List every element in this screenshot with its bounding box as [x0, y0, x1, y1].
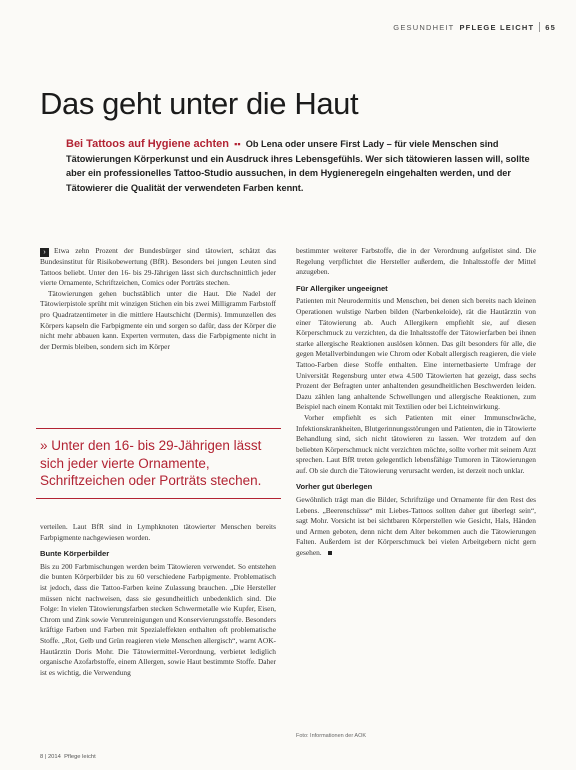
article-lead	[66, 137, 536, 195]
end-mark-icon	[328, 551, 332, 555]
subheading: Vorher gut überlegen	[296, 482, 373, 492]
left-column-bottom	[40, 522, 276, 678]
magazine-label: PFLEGE LEICHT	[459, 22, 535, 32]
body-paragraph: › Etwa zehn Prozent der Bundesbürger sind tätowiert, schätzt das Bundesinstitut für Risikobewertung (BfR). Besonders bei jungen Leuten sind Tattoos beliebt. Unter den 16- bis 29-Jährigen lässt sich durchschnittlich jeder vierte Ornamente, Schriftzeichen, Comics oder Porträts stechen.	[40, 246, 276, 288]
subheading: Für Allergiker ungeeignet	[296, 283, 388, 293]
body-paragraph: Gewöhnlich trägt man die Bilder, Schriftzüge und Ornamente für den Rest des Lebens. „Beerenschüsse“ mit Liebes-Tattoos sollten daher gut überlegt sein“, sagt Mohr. Vorsicht ist bei sichtbaren Körperstellen wie Gesicht, Hals, Händen und Armen geboten, denn nicht dem Alter bekommen auch die Tätowierungen Falten. Außerdem ist der Körperschmuck bei vielen Arbeitgebern nicht gern gesehen.	[296, 495, 536, 558]
brand-label: Pflege leicht	[64, 754, 96, 760]
page-number: 65	[545, 22, 556, 32]
lead-marker-icon: ▪▪	[231, 139, 244, 149]
page-header	[393, 22, 556, 32]
pull-quote	[40, 437, 278, 490]
body-paragraph: Vorher empfiehlt es sich Patienten mit einer Immunschwäche, Infektionskrankheiten, Blutgerinnungsstörungen und Patienten, die in Tätowierte Behandlung sind, sich nicht tätowieren zu lassen. Wer trotzdem auf den beliebten Körperschmuck nicht verzichten möchte, sollte vorher mit seinem Arzt sprechen. Laut BfR treten gelegentlich lebensfähige Tumoren in Tätowierungen auf. Ob sie durch die Tätowierung verursacht werden, ist derzeit noch unklar.	[296, 412, 536, 475]
page-footer	[40, 754, 96, 760]
left-column-top	[40, 246, 276, 352]
article-title: Das geht unter die Haut	[40, 86, 359, 121]
subheading: Bunte Körperbilder	[40, 549, 110, 559]
lead-kicker: Bei Tattoos auf Hygiene achten	[66, 138, 229, 150]
quote-text: Unter den 16- bis 29-Jährigen lässt sich jeder vierte Ornamente, Schriftzeichen oder Porträts stechen.	[40, 438, 262, 488]
body-paragraph: Patienten mit Neurodermitis und Menschen, bei denen sich bereits nach kleinen Operationen wulstige Narben bilden (Narbenkeloide), rät die Hautärztin von einer Tätowierung ab. Auch Allergikern empfiehlt sie, auf diesen Körperschmuck zu verzichten, da die Inhaltsstoffe der Tätowierfarben bei ihnen starke allergische Reaktionen auslösen können. Das gilt besonders für alle, die gegen Metallverbindungen wie Chrom oder Kobalt allergisch reagieren, die viele Tattoo-Farben diese Stoffe enthalten. Eine internetbasierte Umfrage der Universität Regensburg unter etwa 4.500 Tätowierten hat gezeigt, dass sechs Prozent der Befragten unter anhaltenden gesundheitlichen Beschwerden leiden. Dazu zählen lang anhaltende Schwellungen und allergische Reaktionen, zum Beispiel nach einem Kontakt mit Textilien oder bei Lichteinwirkung.	[296, 296, 536, 412]
quote-rule-bottom	[36, 498, 281, 499]
chevron-right-icon: ›	[40, 248, 49, 257]
body-paragraph: verteilen. Laut BfR sind in Lymphknoten tätowierter Menschen bereits Farbpigmente nachgewiesen worden.	[40, 522, 276, 542]
quote-rule-top	[36, 428, 281, 429]
lead-text: Ob Lena oder unsere First Lady – für viele Menschen sind Tätowierungen Körperkunst und ein Ausdruck ihres Lebensgefühls. Wer sich tätowieren lassen will, sollte aber ein professionelles Tattoo-Studio aussuchen, in dem Hygieneregeln eingehalten werden, und der Tätowierer die Qualität der verwendeten Farben kennt.	[66, 139, 530, 193]
right-column	[296, 246, 536, 559]
issue-label: 8 | 2014	[40, 754, 61, 760]
header-divider	[539, 22, 540, 32]
body-paragraph: bestimmter weiterer Farbstoffe, die in der Verordnung aufgelistet sind. Die Regelung verpflichtet die Hersteller außerdem, die Inhaltsstoffe der Mittel anzugeben.	[296, 246, 536, 277]
section-label: GESUNDHEIT	[393, 22, 455, 32]
body-paragraph: Bis zu 200 Farbmischungen werden beim Tätowieren verwendet. So entstehen die bunten Körperbilder bis zu 60 verschiedene Farbpigmente. Problematisch ist jedoch, dass die Tattoo-Farben keine Zulassung brauchen. „Die Hersteller müssen nicht nachweisen, dass sie gesundheitlich unbedenklich sind. Die Folge: In vielen Tätowierungsfarben stecken Schwermetalle wie Kupfer, Eisen, Chrom und Zink sowie Verunreinigungen und Konservierungsstoffe. Besonders kräftige Farben und Farben mit Spezialeffekten enthalten oft problematische Stoffe. „Rot, Gelb und Grün reagieren viele Menschen allergisch“, warnt AOK-Hautärztin Doris Mohr. Die Tätowiermittel-Verordnung, verbietet lediglich organische Azofarbstoffe, einem Allergen, sowie Haut bestimmte Stoffe. Daher ist es wichtig, die Verwendung	[40, 561, 276, 677]
body-paragraph: Tätowierungen gehen buchstäblich unter die Haut. Die Nadel der Tätowierpistole sprüht mit winzigen Stichen ein bis zwei Milligramm Farbstoff pro Quadratzentimeter in die mittlere Hautschicht (Dermis). Immunzellen des Körpers kapseln die Farbpigmente ein und sorgen so dafür, dass der Körper die nicht mehr abbauen kann. Experten vermuten, dass die Farbpigmente nicht in der Dermis bleiben, sondern sich im Körper	[40, 288, 276, 351]
photo-credit: Foto: Informationen der AOK	[296, 733, 367, 739]
quote-mark: »	[40, 438, 52, 453]
